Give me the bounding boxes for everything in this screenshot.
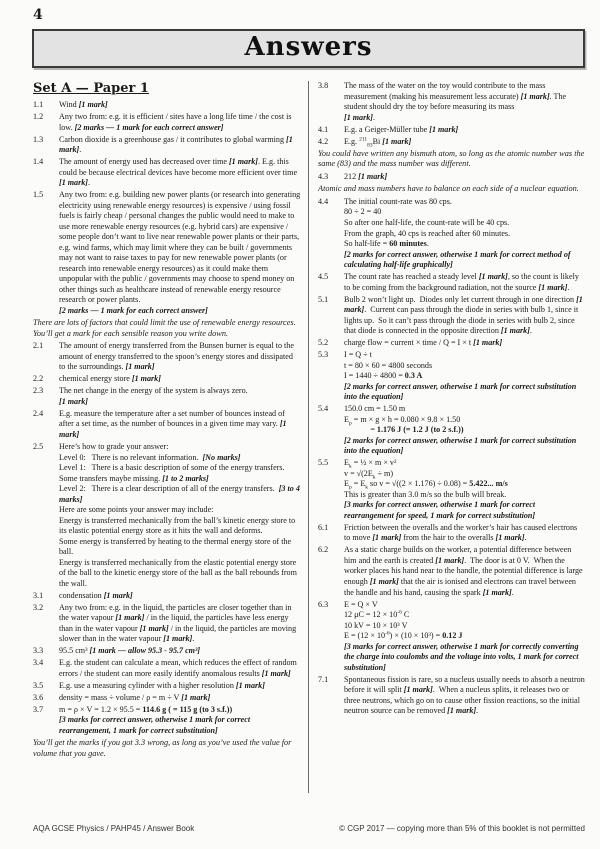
text-run: [1 mark] — [59, 396, 88, 406]
page-number: 4 — [33, 7, 43, 23]
text-run: k — [372, 474, 376, 481]
answer-text — [344, 197, 585, 271]
text-run: [2 marks — 1 mark for each correct answer] — [59, 305, 208, 315]
text-run: Level 2: There is a clear description of all of the energy transfers. — [59, 484, 279, 494]
text-run: [2 marks for correct answer, otherwise 1 mark for correct substitution into the equation] — [344, 381, 579, 402]
text-run: Friction between the overalls and the worker’s hair has caused electrons to move — [344, 522, 580, 543]
answer-number: 1.5 — [33, 190, 44, 200]
text-run: charge flow = current × time / Q = I × t — [344, 338, 474, 348]
text-run: [3 marks for correct answer, otherwise 1 mark for correct rearrangement, 1 mark for correct substitution] — [59, 715, 253, 735]
left-answers — [33, 100, 301, 760]
text-run: So after one half-life, the count-rate will be 40 cps. — [344, 217, 510, 227]
text-run: E.g. the student can calculate a mean, which reduces the effect of random errors / the student can more easily identify anomalous results — [59, 658, 299, 678]
answers-banner — [32, 29, 585, 68]
footer-copyright: © CGP 2017 — copying more than 5% of this booklet is not permitted — [339, 824, 585, 833]
answer-item — [33, 112, 301, 133]
text-run: [1 mark] — [235, 680, 265, 690]
text-run: Bi — [372, 136, 383, 146]
text-run: [1 mark] — [131, 374, 161, 384]
text-run: [1 mark] — [125, 362, 155, 372]
footer-book-title: AQA GCSE Physics / PAHP45 / Answer Book — [33, 824, 195, 833]
answer-text — [59, 341, 301, 373]
answer-item — [33, 591, 301, 602]
answer-text — [344, 545, 585, 598]
answer-number: 3.1 — [33, 590, 44, 600]
text-run: [3 to 4 marks] — [59, 484, 302, 504]
answer-item — [33, 658, 301, 679]
text-run: 5.422... m/s — [469, 479, 508, 489]
text-run: 83 — [367, 142, 373, 149]
answer-text — [344, 125, 585, 136]
answer-item — [318, 197, 585, 271]
text-run: [1 mark] — [59, 134, 295, 155]
text-run: [1 mark] — [372, 533, 402, 543]
answer-text — [344, 295, 585, 337]
text-run: [1 mark] — [59, 178, 88, 188]
answer-text — [318, 149, 585, 171]
answer-item — [33, 705, 301, 737]
text-run: ÷ m) — [375, 468, 394, 478]
answer-item — [318, 338, 585, 349]
examiner-comment — [33, 318, 301, 340]
text-run: p — [348, 484, 352, 491]
answer-text — [59, 646, 301, 657]
text-run: [1 mark] — [382, 136, 412, 146]
text-run: so v = √((2 × 1.176) ÷ 0.08) = — [368, 479, 470, 489]
answer-text — [59, 658, 301, 679]
answer-number: 4.1 — [318, 124, 329, 134]
text-run: Energy is transferred mechanically from the elastic potential energy store of the ball to the kinetic energy store of the ball as the ball rebounds from the wall. — [59, 557, 299, 588]
text-run: -6 — [385, 630, 390, 637]
answer-item — [318, 125, 585, 136]
answer-number: 4.3 — [318, 172, 329, 182]
text-run: Spontaneous fission is rare, so a nucleus usually needs to absorb a neutron before it will split — [344, 674, 587, 695]
answer-item — [33, 386, 301, 407]
text-run: E.g. — [344, 136, 360, 146]
answer-number: 4.2 — [318, 136, 329, 146]
answer-item — [318, 350, 585, 403]
text-run: [1 mark] — [369, 577, 399, 586]
text-run: E.g. measure the temperature after a set number of bounces instead of after a set time, as the number of bounces in a given time may vary. — [59, 408, 287, 429]
answer-number: 5.1 — [318, 294, 329, 304]
text-run: The amount of energy used has decreased over time — [59, 157, 229, 167]
answer-number: 5.4 — [318, 404, 329, 414]
text-run: [1 mark] — [473, 338, 503, 348]
answer-item — [318, 458, 585, 521]
text-run: . — [529, 326, 532, 336]
answer-number: 5.2 — [318, 338, 329, 348]
text-run: 211 — [359, 135, 368, 142]
text-run: 80 ÷ 2 = 40 — [344, 207, 382, 217]
answer-text — [344, 523, 585, 544]
text-run: Any two from: e.g. in the liquid, the particles are closer together than in the water vapour — [59, 602, 294, 623]
answer-text — [344, 404, 585, 457]
text-run: p — [348, 420, 352, 427]
answer-number: 1.3 — [33, 134, 44, 144]
text-run: [1 to 2 marks] — [162, 473, 209, 483]
text-run: E = Q × V — [344, 599, 378, 609]
text-run: You could have written any bismuth atom, so long as the atomic number was the same (83) and the mass number was different. — [318, 148, 587, 169]
text-run: / in the liquid, the particles are moving slower than in the water vapour — [59, 623, 299, 644]
text-run: [1 mark] — [163, 634, 193, 644]
text-run: The mass of the water on the toy would contribute to the mass measurement (making his measurement less accurate) — [344, 81, 548, 101]
text-run: v = √(2E — [344, 468, 373, 478]
text-run: Here’s how to grade your answer: — [59, 442, 169, 452]
answer-item — [33, 693, 301, 704]
text-run: E — [344, 458, 349, 468]
answer-text — [33, 318, 301, 340]
text-run: [1 mark] — [495, 533, 525, 543]
answer-text — [59, 135, 301, 156]
text-run: [1 mark] — [403, 685, 433, 695]
text-run: [1 mark] — [78, 100, 108, 109]
text-run: [1 mark] — [344, 112, 373, 122]
text-run: [1 mark] — [447, 706, 477, 716]
text-run: = ½ × m × v² — [351, 458, 397, 468]
text-run: Energy is transferred mechanically from the ball’s kinetic energy store to its elastic potential energy store as it hits the wall and deforms. — [59, 515, 298, 536]
answer-number: 7.1 — [318, 674, 329, 684]
answer-number: 3.2 — [33, 602, 44, 612]
text-run: [1 mark] — [482, 587, 512, 597]
text-run: condensation — [59, 590, 104, 600]
text-run: Atomic and mass numbers have to balance on each side of a nuclear equation. — [318, 184, 579, 194]
text-run: Here are some points your answer may include: — [59, 505, 214, 515]
text-run: Level 1: There is a basic description of some of the energy transfers. Some transfers maybe missing. — [59, 463, 289, 483]
text-run: As a static charge builds on the worker, a potential difference between him and the earth is created — [344, 545, 574, 565]
answer-item — [33, 135, 301, 156]
answer-text — [59, 693, 301, 704]
text-run: Bulb 2 won’t light up. Diodes only let current through in one direction — [344, 294, 577, 304]
text-run: . — [524, 533, 527, 543]
answer-item — [318, 272, 585, 293]
text-run: 10 kV = 10 × 10³ V — [344, 620, 408, 630]
answer-text — [344, 600, 585, 674]
text-run: from the hair to the overalls — [401, 533, 496, 543]
answer-number: 4.5 — [318, 272, 329, 282]
text-run: Any two from: e.g. it is efficient / sites have a long life time / the cost is low. — [59, 112, 294, 132]
answer-number: 1.4 — [33, 157, 44, 167]
answer-item — [318, 172, 585, 183]
text-run: 0.12 J — [442, 631, 463, 641]
text-run: Some energy is transferred by heating to the thermal energy store of the ball. — [59, 536, 294, 557]
text-run: . — [426, 239, 429, 249]
text-run: [1 mark] — [139, 623, 169, 633]
text-run: From the graph, 40 cps is reached after 60 minutes. — [344, 228, 511, 238]
text-run: . When a nucleus splits, it releases two or three neutrons, which go on to cause other fission reactions, so the initial neutron source can be removed — [344, 685, 583, 716]
answer-text — [344, 272, 585, 293]
text-run: -6 — [397, 609, 402, 616]
text-run: density = mass ÷ volume / ρ = m ÷ V — [59, 692, 182, 702]
answer-item — [318, 675, 585, 717]
answer-number: 5.5 — [318, 458, 329, 468]
text-run: . The door is at 0 V. When the worker places his hand near to the handle, the potential difference is large enough — [344, 555, 585, 586]
right-column — [309, 81, 585, 793]
answer-number: 3.7 — [33, 704, 44, 714]
answer-item — [33, 646, 301, 657]
text-run: I = Q ÷ t — [344, 350, 372, 360]
text-run: [1 mark] — [103, 590, 133, 600]
text-run: [No marks] — [202, 452, 241, 462]
answer-item — [318, 545, 585, 598]
answer-number: 4.4 — [318, 196, 329, 206]
text-run: k — [365, 484, 369, 491]
answer-text — [59, 386, 301, 407]
answer-number: 6.3 — [318, 599, 329, 609]
answer-text — [33, 738, 301, 760]
answer-text — [59, 409, 301, 441]
answer-number: 1.2 — [33, 112, 44, 122]
text-run: m = ρ × V = 1.2 × 95.5 = — [59, 704, 143, 714]
answer-item — [33, 603, 301, 645]
text-run: [3 marks for correct answer, otherwise 1 mark for correctly converting the charge into coulombs and the voltage into volts, 1 mark for correct substitution] — [344, 641, 581, 672]
answer-number: 2.5 — [33, 442, 44, 452]
answer-text — [59, 100, 301, 111]
text-run: Level 0: There is no relevant information. — [59, 452, 203, 462]
answer-item — [318, 295, 585, 337]
answer-number: 3.4 — [33, 658, 44, 668]
text-run: [1 mark] — [358, 172, 388, 182]
text-run: [1 mark] — [429, 124, 459, 134]
left-column — [33, 81, 309, 793]
text-run: that the air is ionised and electrons can travel between the handle and his hand, causing the spark — [344, 577, 578, 597]
text-run: k — [348, 463, 352, 470]
right-answers — [318, 81, 585, 717]
answer-text — [318, 184, 585, 195]
text-run: 12 μC = 12 × 10 — [344, 610, 398, 620]
text-run: I = 1440 ÷ 4800 = — [344, 371, 405, 381]
text-run: E.g. a Geiger-Müller tube — [344, 124, 430, 134]
examiner-comment — [33, 738, 301, 760]
answer-number: 6.1 — [318, 522, 329, 532]
answer-text — [344, 172, 585, 183]
text-run: = — [344, 425, 377, 435]
text-run: , so the count is likely to be coming from the background radiation, not the source — [344, 272, 581, 292]
text-run: You’ll get the marks if you got 3.3 wrong, as long as you’ve used the value for volume that you gave. — [33, 737, 294, 758]
text-run: [1 mark] — [478, 272, 508, 282]
text-run: The initial count-rate was 80 cps. — [344, 196, 452, 206]
set-heading: Set A — Paper 1 — [33, 81, 149, 96]
text-run: [3 marks for correct answer, otherwise 1 mark for correct rearrangement for speed, 1 mark for correct substitution] — [344, 500, 538, 520]
text-run: 1.176 J (= 1.2 J (to 2 s.f.)) — [376, 425, 464, 435]
answer-item — [33, 374, 301, 385]
answer-item — [33, 190, 301, 316]
text-run: [1 mark — allow 95.3 - 95.7 cm³] — [89, 646, 201, 656]
text-run: E — [344, 479, 349, 489]
answer-item — [33, 100, 301, 111]
answer-item — [318, 137, 585, 148]
text-run: [1 mark] — [181, 692, 211, 702]
text-run: The net change in the energy of the system is always zero. — [59, 386, 248, 396]
answer-item — [33, 681, 301, 692]
text-run: [1 mark] — [435, 555, 465, 565]
text-run: [1 mark] — [228, 157, 258, 167]
answer-item — [33, 341, 301, 373]
answer-number: 2.1 — [33, 341, 44, 351]
answer-number: 2.4 — [33, 408, 44, 418]
text-run: So half-life = — [344, 239, 390, 249]
text-run: [1 mark] — [115, 613, 145, 623]
answer-text — [344, 458, 585, 521]
text-run: [1 mark] — [520, 91, 550, 101]
answer-number: 5.3 — [318, 350, 329, 360]
text-run: . — [511, 587, 514, 597]
text-run: Wind — [59, 100, 79, 109]
answer-number: 2.2 — [33, 374, 44, 384]
text-run: . — [88, 178, 91, 188]
answer-text — [59, 705, 301, 737]
answer-text — [344, 137, 585, 148]
answer-number: 2.3 — [33, 386, 44, 396]
text-run: 60 minutes — [389, 239, 427, 249]
text-run: . — [567, 282, 570, 292]
examiner-comment — [318, 184, 585, 195]
answer-text — [59, 681, 301, 692]
answer-number: 6.2 — [318, 545, 329, 555]
text-run: = m × g × h = 0.080 × 9.8 × 1.50 — [351, 414, 461, 424]
text-run: 150.0 cm = 1.50 m — [344, 404, 406, 414]
answer-number: 3.5 — [33, 680, 44, 690]
text-run: . The student should dry the toy before measuring its mass — [344, 91, 569, 112]
text-run: E = (12 × 10 — [344, 631, 386, 641]
text-run: . Current can pass through the diode in series with bulb 1, since it lights up. So it can’t pass through the diode in series with bulb 2, since that diode is connected in the opposite direction — [344, 305, 581, 336]
answer-number: 3.3 — [33, 646, 44, 656]
text-run: Any two from: e.g. building new power plants (or research into generating electricity using renewable energy resources) is expensive / using fossil fuels is fairly cheap / personal changes the public would need to make to use more renewable energy resources (e.g. hybrid cars) are expensive / some people don’t want to live near renewable power plants or their parts, e.g. wind farms, which may limit where they can be built / governments may not want to raise taxes to pay for new renewable power plants (or research into renewable energy resources) as it could make them unpopular with the public / governments may choose to spend money on other things such as healthcare instead of renewable energy resource research or power plants. — [59, 190, 303, 305]
text-run: [1 mark] — [538, 282, 568, 292]
answer-item — [318, 81, 585, 123]
text-run: The amount of energy transferred from the Bunsen burner is equal to the amount of energy transferred to the spoon’s energy stores and dissipated to the surroundings. — [59, 341, 296, 372]
answer-text — [344, 338, 585, 349]
text-run: [1 mark] — [500, 326, 530, 336]
text-run: [1 mark] — [344, 294, 585, 315]
text-run: = E — [351, 479, 366, 489]
text-run: This is greater than 3.0 m/s so the bulb will break. — [344, 489, 507, 499]
answer-text — [59, 442, 301, 589]
answer-text — [59, 190, 301, 316]
answer-item — [318, 600, 585, 674]
text-run: E.g. use a measuring cylinder with a higher resolution — [59, 680, 236, 690]
answer-number: 1.1 — [33, 100, 44, 109]
answer-text — [59, 374, 301, 385]
text-run: . — [476, 706, 479, 716]
text-run: / in the liquid, the particles have less energy than in the water vapour — [59, 613, 291, 633]
text-run: Carbon dioxide is a greenhouse gas / it contributes to global warming — [59, 134, 287, 144]
text-run: ) × (10 × 10³) = — [389, 631, 443, 641]
text-run: [1 mark] — [261, 668, 291, 678]
text-run: . E.g. this could be because electrical devices have become more efficient over time — [59, 157, 300, 177]
text-run: chemical energy store — [59, 374, 132, 384]
answer-item — [33, 157, 301, 189]
text-run: [2 marks for correct answer, otherwise 1 mark for correct substitution into the equation] — [344, 435, 579, 456]
answer-item — [33, 442, 301, 589]
text-run: [2 marks — 1 mark for each correct answer] — [74, 122, 224, 132]
answer-number: 3.6 — [33, 692, 44, 702]
text-run: 0.3 A — [404, 371, 423, 381]
answer-text — [344, 675, 585, 717]
answer-item — [318, 404, 585, 457]
answer-text — [59, 112, 301, 133]
text-run: 114.6 g ( = 115 g (to 3 s.f.)) — [142, 704, 233, 714]
text-run: . — [373, 112, 376, 122]
text-run: C — [401, 610, 410, 620]
banner-title: Answers — [244, 32, 373, 62]
text-run: 95.5 cm³ — [59, 646, 90, 656]
two-column-layout — [33, 81, 585, 793]
answer-text — [59, 157, 301, 189]
text-run: . — [79, 145, 82, 155]
answer-item — [33, 409, 301, 441]
footer — [33, 824, 585, 833]
text-run: 212 — [344, 172, 359, 182]
text-run: t = 80 × 60 = 4800 seconds — [344, 360, 433, 370]
answer-number: 3.8 — [318, 81, 329, 90]
text-run: [1 mark] — [59, 419, 289, 439]
answer-text — [344, 81, 585, 123]
answer-text — [344, 350, 585, 403]
answer-item — [318, 523, 585, 544]
text-run: There are lots of factors that could limit the use of renewable energy resources. You’ll get a mark for each sensible reason you write down. — [33, 317, 300, 338]
text-run: . — [192, 634, 195, 644]
answer-text — [59, 603, 301, 645]
text-run: The count rate has reached a steady level — [344, 272, 479, 282]
answer-text — [59, 591, 301, 602]
text-run: E — [344, 414, 349, 424]
text-run: [2 marks for correct answer, otherwise 1 mark for correct method of calculating half-life graphically] — [344, 249, 573, 270]
examiner-comment — [318, 149, 585, 171]
